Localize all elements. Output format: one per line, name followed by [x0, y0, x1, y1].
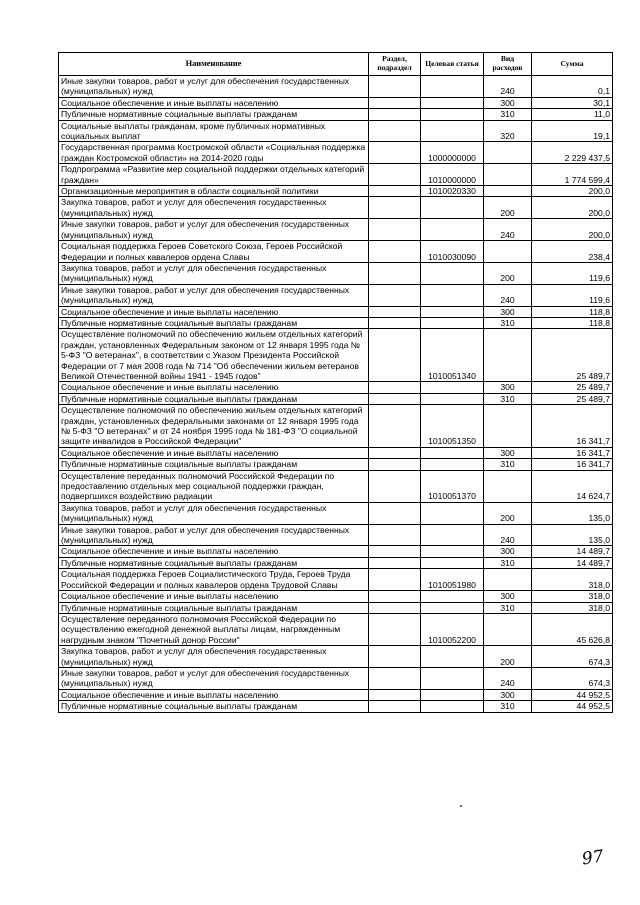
row-target-cell: 1010051340 — [421, 329, 484, 382]
row-name-cell: Иные закупки товаров, работ и услуг для обеспечения государственных (муниципальных) нужд — [59, 219, 369, 241]
row-expense-type-cell: 240 — [484, 219, 532, 241]
row-name-cell: Социальная поддержка Героев Социалистического Труда, Героев Труда Российской Федерации и полных кавалеров ордена Трудовой Славы — [59, 569, 369, 591]
row-amount-cell: 25 489,7 — [532, 382, 613, 393]
row-section-cell — [369, 329, 421, 382]
row-section-cell — [369, 667, 421, 689]
row-target-cell — [421, 120, 484, 142]
row-section-cell — [369, 591, 421, 602]
row-name-cell: Государственная программа Костромской области «Социальная поддержка граждан Костромской области» на 2014-2020 годы — [59, 142, 369, 164]
table-row — [59, 317, 613, 328]
row-section-cell — [369, 689, 421, 700]
table-row — [59, 447, 613, 458]
table-row — [59, 120, 613, 142]
row-amount-cell: 238,4 — [532, 241, 613, 263]
table-row — [59, 241, 613, 263]
row-amount-cell: 200,0 — [532, 219, 613, 241]
row-amount-cell: 318,0 — [532, 569, 613, 591]
row-name-cell: Публичные нормативные социальные выплаты гражданам — [59, 557, 369, 568]
row-expense-type-cell: 310 — [484, 393, 532, 404]
row-target-cell — [421, 459, 484, 470]
row-target-cell: 1010020330 — [421, 186, 484, 197]
row-amount-cell: 25 489,7 — [532, 393, 613, 404]
row-name-cell: Закупка товаров, работ и услуг для обеспечения государственных (муниципальных) нужд — [59, 502, 369, 524]
row-section-cell — [369, 262, 421, 284]
row-amount-cell: 118,8 — [532, 306, 613, 317]
row-expense-type-cell: 240 — [484, 76, 532, 98]
row-expense-type-cell — [484, 241, 532, 263]
table-row — [59, 284, 613, 306]
table-row — [59, 602, 613, 613]
table-row — [59, 689, 613, 700]
row-expense-type-cell: 300 — [484, 97, 532, 108]
row-name-cell: Публичные нормативные социальные выплаты гражданам — [59, 109, 369, 120]
row-expense-type-cell: 310 — [484, 701, 532, 712]
page-number: 97 — [580, 846, 605, 870]
row-name-cell: Организационные мероприятия в области социальной политики — [59, 186, 369, 197]
row-expense-type-cell: 310 — [484, 602, 532, 613]
row-section-cell — [369, 197, 421, 219]
row-expense-type-cell: 310 — [484, 557, 532, 568]
table-row — [59, 262, 613, 284]
row-target-cell — [421, 219, 484, 241]
row-expense-type-cell: 320 — [484, 120, 532, 142]
row-section-cell — [369, 524, 421, 546]
row-section-cell — [369, 164, 421, 186]
table-row — [59, 470, 613, 502]
table-row — [59, 569, 613, 591]
row-amount-cell: 318,0 — [532, 591, 613, 602]
row-amount-cell: 119,6 — [532, 262, 613, 284]
row-section-cell — [369, 241, 421, 263]
table-row — [59, 591, 613, 602]
row-amount-cell: 30,1 — [532, 97, 613, 108]
row-amount-cell: 44 952,5 — [532, 701, 613, 712]
row-name-cell: Иные закупки товаров, работ и услуг для обеспечения государственных (муниципальных) нужд — [59, 76, 369, 98]
row-expense-type-cell: 310 — [484, 459, 532, 470]
row-section-cell — [369, 97, 421, 108]
row-target-cell — [421, 557, 484, 568]
budget-table — [58, 52, 613, 713]
row-amount-cell: 16 341,7 — [532, 459, 613, 470]
row-expense-type-cell: 300 — [484, 689, 532, 700]
row-name-cell: Публичные нормативные социальные выплаты гражданам — [59, 459, 369, 470]
row-target-cell — [421, 382, 484, 393]
row-target-cell: 1010030090 — [421, 241, 484, 263]
table-row — [59, 646, 613, 668]
row-name-cell: Социальная поддержка Героев Советского Союза, Героев Российской Федерации и полных кавалеров ордена Славы — [59, 241, 369, 263]
row-expense-type-cell: 310 — [484, 317, 532, 328]
row-amount-cell: 16 341,7 — [532, 405, 613, 448]
row-amount-cell: 135,0 — [532, 502, 613, 524]
row-name-cell: Осуществление полномочий по обеспечению жильем отдельных категорий граждан, установленных федеральными законами от 12 января 1995 года № 5-ФЗ "О ветеранах" и от 24 ноября 1995 года № 181-ФЗ "О социальной защите инвалидов в Российской Федерации" — [59, 405, 369, 448]
row-name-cell: Социальное обеспечение и иные выплаты населению — [59, 546, 369, 557]
table-row — [59, 546, 613, 557]
row-name-cell: Социальные выплаты гражданам, кроме публичных нормативных социальных выплат — [59, 120, 369, 142]
header-section: Раздел, подраздел — [369, 53, 421, 76]
row-amount-cell: 11,0 — [532, 109, 613, 120]
row-amount-cell: 14 624,7 — [532, 470, 613, 502]
row-name-cell: Социальное обеспечение и иные выплаты населению — [59, 689, 369, 700]
row-name-cell: Социальное обеспечение и иные выплаты населению — [59, 306, 369, 317]
row-amount-cell: 200,0 — [532, 186, 613, 197]
row-section-cell — [369, 470, 421, 502]
row-target-cell: 1010000000 — [421, 164, 484, 186]
table-row — [59, 97, 613, 108]
row-section-cell — [369, 382, 421, 393]
row-name-cell: Публичные нормативные социальные выплаты гражданам — [59, 393, 369, 404]
row-expense-type-cell: 240 — [484, 524, 532, 546]
row-expense-type-cell: 300 — [484, 306, 532, 317]
row-expense-type-cell — [484, 142, 532, 164]
row-target-cell — [421, 306, 484, 317]
row-section-cell — [369, 557, 421, 568]
row-section-cell — [369, 459, 421, 470]
row-section-cell — [369, 546, 421, 557]
row-target-cell — [421, 284, 484, 306]
row-amount-cell: 318,0 — [532, 602, 613, 613]
row-expense-type-cell — [484, 569, 532, 591]
row-expense-type-cell: 310 — [484, 109, 532, 120]
row-section-cell — [369, 701, 421, 712]
row-section-cell — [369, 613, 421, 645]
row-target-cell — [421, 262, 484, 284]
row-target-cell — [421, 317, 484, 328]
row-amount-cell: 674,3 — [532, 646, 613, 668]
row-name-cell: Социальное обеспечение и иные выплаты населению — [59, 447, 369, 458]
row-amount-cell: 135,0 — [532, 524, 613, 546]
row-target-cell — [421, 546, 484, 557]
table-row — [59, 164, 613, 186]
row-expense-type-cell — [484, 164, 532, 186]
row-target-cell: 1010051980 — [421, 569, 484, 591]
table-row — [59, 393, 613, 404]
row-amount-cell: 1 774 599,4 — [532, 164, 613, 186]
table-row — [59, 701, 613, 712]
row-target-cell: 1010051370 — [421, 470, 484, 502]
row-name-cell: Социальное обеспечение и иные выплаты населению — [59, 382, 369, 393]
row-target-cell — [421, 197, 484, 219]
table-row — [59, 405, 613, 448]
row-name-cell: Публичные нормативные социальные выплаты гражданам — [59, 602, 369, 613]
row-section-cell — [369, 447, 421, 458]
row-expense-type-cell: 200 — [484, 262, 532, 284]
row-name-cell: Публичные нормативные социальные выплаты гражданам — [59, 317, 369, 328]
table-row — [59, 329, 613, 382]
row-amount-cell: 119,6 — [532, 284, 613, 306]
row-target-cell — [421, 701, 484, 712]
row-target-cell — [421, 393, 484, 404]
row-target-cell: 1010052200 — [421, 613, 484, 645]
row-expense-type-cell — [484, 613, 532, 645]
table-row — [59, 109, 613, 120]
header-target: Целевая статья — [421, 53, 484, 76]
table-row — [59, 613, 613, 645]
row-section-cell — [369, 186, 421, 197]
table-row — [59, 76, 613, 98]
row-name-cell: Публичные нормативные социальные выплаты гражданам — [59, 701, 369, 712]
table-row — [59, 306, 613, 317]
row-expense-type-cell: 200 — [484, 197, 532, 219]
table-row — [59, 524, 613, 546]
row-section-cell — [369, 502, 421, 524]
row-name-cell: Социальное обеспечение и иные выплаты населению — [59, 97, 369, 108]
table-header-row — [59, 53, 613, 76]
header-name: Наименование — [59, 53, 369, 76]
row-section-cell — [369, 219, 421, 241]
row-expense-type-cell: 300 — [484, 382, 532, 393]
row-target-cell — [421, 646, 484, 668]
row-expense-type-cell: 300 — [484, 546, 532, 557]
row-section-cell — [369, 317, 421, 328]
row-amount-cell: 14 489,7 — [532, 557, 613, 568]
row-name-cell: Закупка товаров, работ и услуг для обеспечения государственных (муниципальных) нужд — [59, 262, 369, 284]
row-expense-type-cell: 300 — [484, 447, 532, 458]
row-section-cell — [369, 120, 421, 142]
row-amount-cell: 200,0 — [532, 197, 613, 219]
row-expense-type-cell: 200 — [484, 502, 532, 524]
row-expense-type-cell — [484, 329, 532, 382]
row-name-cell: Социальное обеспечение и иные выплаты населению — [59, 591, 369, 602]
row-amount-cell: 25 489,7 — [532, 329, 613, 382]
row-name-cell: Подпрограмма «Развитие мер социальной поддержки отдельных категорий граждан» — [59, 164, 369, 186]
row-name-cell: Закупка товаров, работ и услуг для обеспечения государственных (муниципальных) нужд — [59, 646, 369, 668]
row-amount-cell: 2 229 437,5 — [532, 142, 613, 164]
table-row — [59, 667, 613, 689]
table-row — [59, 382, 613, 393]
row-section-cell — [369, 393, 421, 404]
row-section-cell — [369, 646, 421, 668]
row-target-cell — [421, 97, 484, 108]
row-expense-type-cell: 240 — [484, 667, 532, 689]
row-target-cell — [421, 524, 484, 546]
row-amount-cell: 0,1 — [532, 76, 613, 98]
row-section-cell — [369, 284, 421, 306]
row-section-cell — [369, 405, 421, 448]
row-target-cell — [421, 109, 484, 120]
table-row — [59, 142, 613, 164]
row-target-cell: 1000000000 — [421, 142, 484, 164]
row-target-cell: 1010051350 — [421, 405, 484, 448]
table-row — [59, 197, 613, 219]
row-target-cell — [421, 447, 484, 458]
row-section-cell — [369, 142, 421, 164]
row-name-cell: Иные закупки товаров, работ и услуг для обеспечения государственных (муниципальных) нужд — [59, 667, 369, 689]
row-name-cell: Иные закупки товаров, работ и услуг для обеспечения государственных (муниципальных) нужд — [59, 284, 369, 306]
row-section-cell — [369, 569, 421, 591]
row-name-cell: Осуществление переданного полномочия Российской Федерации по осуществлению ежегодной денежной выплаты лицам, награжденным нагрудным знаком "Почетный донор России" — [59, 613, 369, 645]
row-name-cell: Осуществление переданных полномочий Российской Федерации по предоставлению отдельных мер социальной поддержки граждан, подвергшихся воздействию радиации — [59, 470, 369, 502]
row-amount-cell: 44 952,5 — [532, 689, 613, 700]
row-name-cell: Осуществление полномочий по обеспечению жильем отдельных категорий граждан, установленных Федеральным законом от 12 января 1995 года № 5-ФЗ "О ветеранах", в соответствии с Указом Президента Российской Федерации от 7 мая 2008 года № 714 "Об обеспечении жильем ветеранов Великой Отечественной войны 1941 - 1945 годов" — [59, 329, 369, 382]
row-amount-cell: 45 626,8 — [532, 613, 613, 645]
row-amount-cell: 19,1 — [532, 120, 613, 142]
row-expense-type-cell — [484, 470, 532, 502]
row-expense-type-cell: 300 — [484, 591, 532, 602]
row-amount-cell: 16 341,7 — [532, 447, 613, 458]
row-expense-type-cell — [484, 186, 532, 197]
row-section-cell — [369, 306, 421, 317]
table-row — [59, 219, 613, 241]
table-row — [59, 502, 613, 524]
row-section-cell — [369, 109, 421, 120]
row-amount-cell: 14 489,7 — [532, 546, 613, 557]
row-target-cell — [421, 591, 484, 602]
table-row — [59, 459, 613, 470]
row-expense-type-cell — [484, 405, 532, 448]
row-section-cell — [369, 602, 421, 613]
scan-speck — [460, 805, 462, 807]
row-target-cell — [421, 502, 484, 524]
row-section-cell — [369, 76, 421, 98]
row-target-cell — [421, 76, 484, 98]
table-row — [59, 557, 613, 568]
header-amount: Сумма — [532, 53, 613, 76]
row-target-cell — [421, 667, 484, 689]
row-target-cell — [421, 602, 484, 613]
row-name-cell: Иные закупки товаров, работ и услуг для обеспечения государственных (муниципальных) нужд — [59, 524, 369, 546]
row-expense-type-cell: 200 — [484, 646, 532, 668]
row-amount-cell: 674,3 — [532, 667, 613, 689]
table-row — [59, 186, 613, 197]
row-amount-cell: 118,8 — [532, 317, 613, 328]
header-expense-type: Вид расходов — [484, 53, 532, 76]
row-name-cell: Закупка товаров, работ и услуг для обеспечения государственных (муниципальных) нужд — [59, 197, 369, 219]
row-target-cell — [421, 689, 484, 700]
row-expense-type-cell: 240 — [484, 284, 532, 306]
